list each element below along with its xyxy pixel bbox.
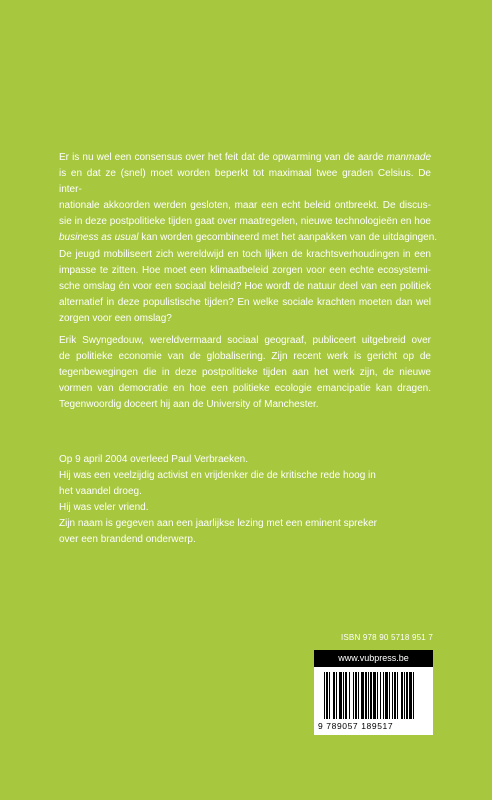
- bio-line-4: vormen van democratie en hoe een politieke ecologie emancipatie kan dragen.: [59, 383, 431, 395]
- description-line-10: zorgen voor een omslag?: [59, 312, 172, 324]
- isbn-text: ISBN 978 90 5718 951 7: [340, 633, 433, 642]
- bio-line-5: Tegenwoordig doceert hij aan de University of Manchester.: [59, 399, 319, 411]
- publisher-url: www.vubpress.be: [314, 650, 433, 667]
- description-line-8: sche omslag én voor een sociaal beleid? Hoe wordt de natuur deel van een politiek: [59, 280, 431, 292]
- description-line-7: impasse te zitten. Hoe moet een klimaatbeleid zorgen voor een echte ecosystemi-: [59, 264, 431, 276]
- bio-line-3: tegenbewegingen die in deze postpolitieke tijden aan het werk zijn, de nieuwe: [59, 367, 431, 379]
- lecture-note-paragraph: [59, 452, 431, 549]
- note-line-1: Op 9 april 2004 overleed Paul Verbraeken.: [59, 454, 249, 465]
- barcode-panel: [314, 650, 433, 735]
- description-line-2: is en dat ze (snel) moet worden beperkt tot maximaal twee graden Celsius. De inter-: [59, 168, 431, 196]
- description-line-3: nationale akkoorden werden gesloten, maar een echt beleid ontbreekt. De discus-: [59, 200, 431, 212]
- description-line-5: business as usual kan worden gecombineerd met het aanpakken van de uitdagingen.: [59, 232, 438, 244]
- note-line-6: over een brandend onderwerp.: [59, 534, 196, 546]
- author-bio-paragraph: [59, 333, 431, 413]
- description-paragraph: [59, 150, 438, 327]
- description-line-6: De jeugd mobiliseert zich wereldwijd en toch lijken de krachtsverhoudingen in een: [59, 248, 431, 260]
- note-line-2: Hij was een veelzijdig activist en vrijdenker die de kritische rede hoog in: [59, 470, 376, 482]
- description-line-1: Er is nu wel een consensus over het feit dat de opwarming van de aarde manmade: [59, 152, 431, 163]
- description-line-4: sie in deze postpolitieke tijden gaat over maatregelen, nieuwe technologieën en hoe: [59, 216, 431, 228]
- note-line-5: Zijn naam is gegeven aan een jaarlijkse lezing met een eminent spreker: [59, 518, 377, 530]
- description-line-9: alternatief in deze populistische tijden? En welke sociale krachten moeten dan wel: [59, 296, 431, 308]
- bio-line-2: de politieke economie van de globalisering. Zijn recent werk is gericht op de: [59, 351, 431, 363]
- bio-line-1: Erik Swyngedouw, wereldvermaard sociaal geograaf, publiceert uitgebreid over: [59, 335, 431, 346]
- barcode-icon: [324, 672, 426, 719]
- barcode-digits: 9 789057 189517: [318, 721, 394, 731]
- note-line-3: het vaandel droeg.: [59, 486, 142, 498]
- note-line-4: Hij was veler vriend.: [59, 502, 149, 514]
